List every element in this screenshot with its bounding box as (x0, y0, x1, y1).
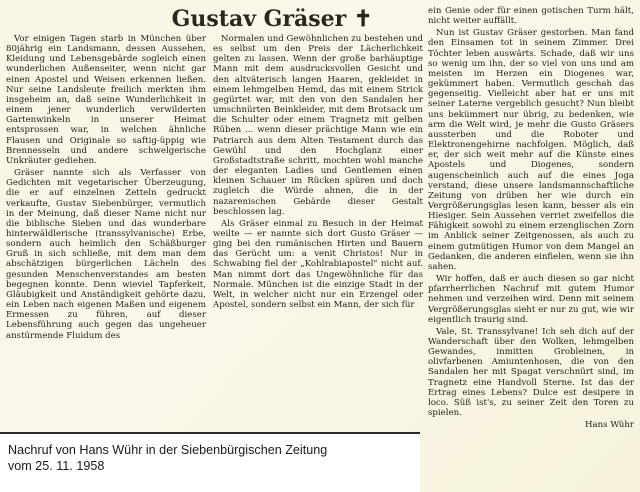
paragraph: Als Gräser einmal zu Besuch in der Heimat weilte — er nannte sich dort Gusto Gräser — ging bei den rumänischen Hirten und Bauern das Gerücht um: a venit Christos! Nur in Schwabing fiel der „Kohlrabiapostel" nicht auf. Man nimmt dort das Ungewöhnliche für das Normale. München ist die einzige Stadt in der Welt, in welcher nicht nur ein Erzengel oder Apostel, sondern selbst ein Mann, der sich für (213, 218, 423, 311)
article-column-2 (213, 34, 423, 432)
paragraph: Gräser nannte sich als Verfasser von Gedichten mit vegetarischer Überzeugung, die er auf einzelnen Zetteln gedruckt verkaufte, Gustav Siebenbürger, vermutlich in der Meinung, daß dieser Name nicht nur die biblische Sieben und das wunderbare hinterwäldlerische (transsylvanische) Erbe, sondern auch heimlich den Schäßburger Gruß in sich schließe, mit dem man dem abschätzigen bürgerlichen Lächeln des gesunden Menschenverstandes am besten begegnen konnte. Denn wieviel Tapferkeit, Gläubigkeit und Anständigkeit gehörte dazu, ein Leben nach eigenen Maßen und eigenem Ermessen zu führen, auf dieser Lebensführung auch gegen das ungeheuer anstürmende Fluidum des (6, 168, 206, 341)
article-title: Gustav Gräser ✝ (171, 6, 373, 32)
paragraph: Wir hoffen, daß er auch diesen so gar nicht pfarrherrlichen Nachruf mit gutem Humor nehmen und verzeihen wird. Denn mit seinem Vergrößerungsglas sieht er nur zu gut, wie wir eigentlich traurig sind. (428, 274, 634, 325)
paragraph: Nun ist Gustav Gräser gestorben. Man fand den Einsamen tot in seinem Zimmer. Drei Töchter leben auswärts. Schade, daß wir uns so wenig um ihn, der so viel von uns und am meisten im Herzen ein Diogenes war, gekümmert haben. Vermutlich geschah das gegenseitig. Vielleicht aber hat er uns mit seiner Laterne vergeblich gesucht? Nun bleibt uns bekümmert nur übrig, zu bedenken, wie arm die Welt wird, je mehr die Gusto Gräsers aussterben und die Roboter und Elektronengehirne nachfolgen. Möglich, daß er, der sich weit mehr auf die Künste eines Apostels und Diogenes, sondern augenscheinlich auch auf die eines Joga verstand, diese unsere landsmannschaftliche Zeitung von drüben her wie durch ein Vergrößerungsglas lesen kann, besser als ein Hiesiger. Sein Aussehen verriet zweifellos die Fähigkeit sowohl zu einem erzenglischen Zorn im Anblick seiner Zeitgenossen, als auch zu einem gutmütigen Humor von dem Mangel an Gedanken, die anderen einfielen, wenn sie ihn sahen. (428, 28, 634, 272)
caption-line-2: vom 25. 11. 1958 (8, 459, 105, 473)
paragraph: Normalen und Gewöhnlichen zu bestehen und es selbst um den Preis der Lächerlichkeit gelten zu lassen. Wenn der große barhäuptige Mann mit dem ausdrucksvollen Gesicht und den altväterisch langen Haaren, gekleidet in einem lehmgelben Hemd, das mit einem Strick gegürtet war, mit den von den Sandalen her umschnürten Beinkleider, mit dem Brotsack um die Schulter oder einem Tragnetz mit gelben Rüben ... wenn dieser prächtige Mann wie ein Patriarch aus dem Alten Testament durch das Gewühl und den Hochglanz einer Großstadtstraße schritt, mochten wohl manche der eleganten Ladies und Gentlemen einen kleinen Schauer im Rücken spüren und doch zugleich die Würde ahnen, die in der nazarenischen Gebärde dieser Gestalt beschlossen lag. (213, 34, 423, 217)
image-caption (8, 442, 408, 474)
caption-line-1: Nachruf von Hans Wühr in der Siebenbürgischen Zeitung (8, 443, 328, 457)
paragraph: Vor einigen Tagen starb in München über 80jährig ein Landsmann, dessen Aussehen, Kleidung und Lebensgebärde sogleich einen wunderlichen Außenseiter, wenn nicht gar einen Apostel und Weisen erkennen ließen. Nur seine Landsleute freilich merkten ihm insgeheim an, daß seine Wunderlichkeit in einem jener wunderlich verwilderten Gartenwinkeln in unserer Heimat entsprossen war, in welchen ähnliche Flausen und Originale so saftig-üppig wie Brennesseln und andere schwelgerische Unkräuter gediehen. (6, 34, 206, 166)
paragraph: ein Genie oder für einen gotischen Turm hält, nicht weiter auffällt. (428, 6, 634, 27)
article-column-1 (6, 34, 206, 432)
paragraph: Vale, St. Transsylvane! Ich seh dich auf der Wanderschaft über den Wolken, lehmgelben Gewandes, inmitten Grobleinen, in olivfarbenen Amiuntenhosen, die von den Sandalen her mit Spagat verschnürt sind, im Tragnetz eine Handvoll Sterne. Ist das der Ertrag eines Lebens? Dulce est desipere in loco. Süß ist's, zu seiner Zeit den Toren zu spielen. (428, 326, 634, 419)
author-signature: Hans Wühr (585, 420, 634, 431)
article-column-3 (428, 6, 634, 492)
